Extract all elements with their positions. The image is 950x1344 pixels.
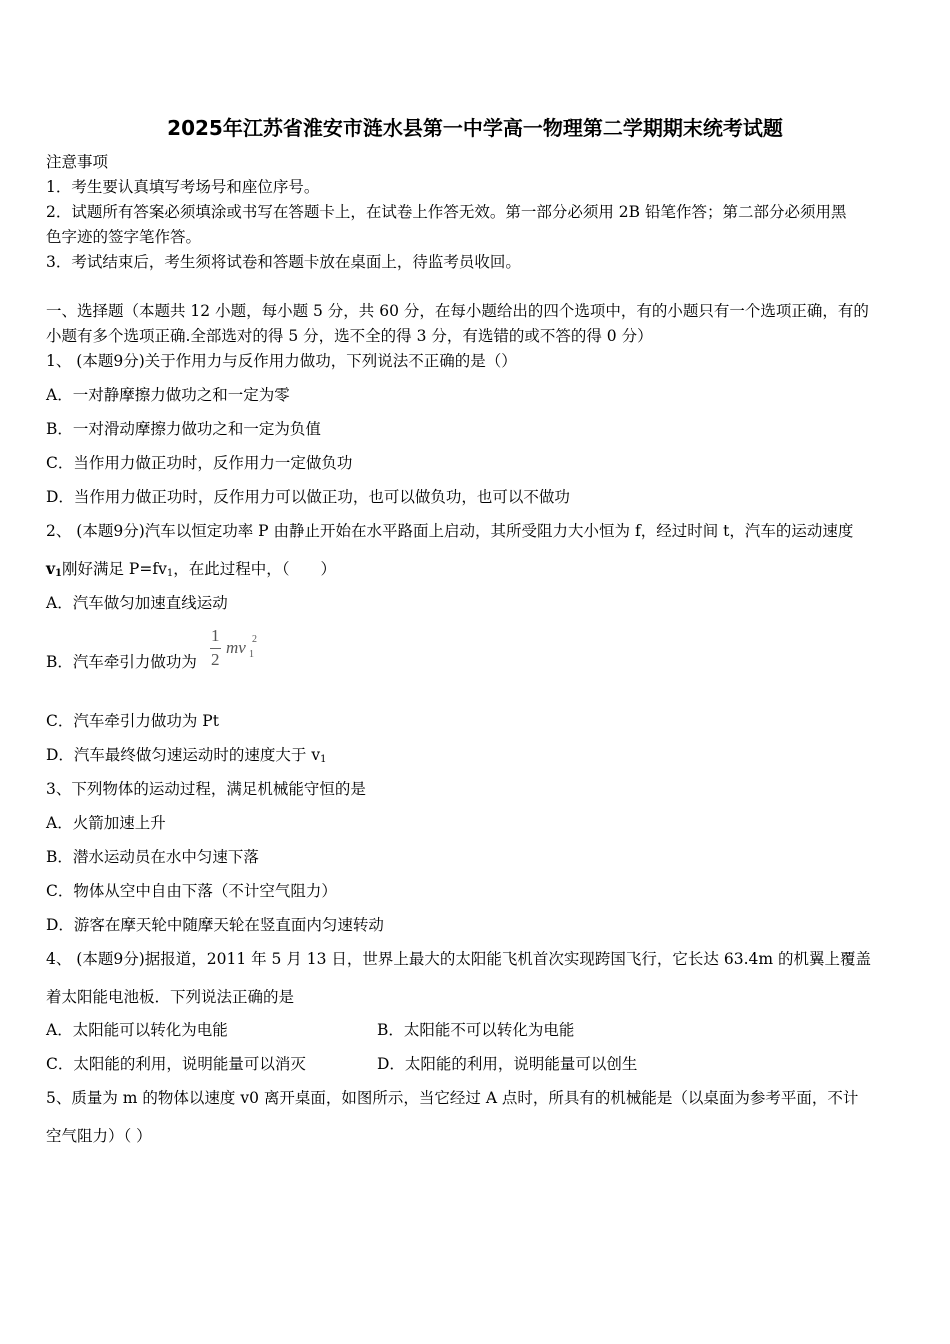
notice-item: 色字迹的签字笔作答。 <box>46 228 202 246</box>
stem-text: ，在此过程中，（ ） <box>173 560 336 578</box>
question-2-option-a: A．汽车做匀加速直线运动 <box>46 594 228 612</box>
question-1-option-d: D．当作用力做正功时，反作用力可以做正功，也可以做负功，也可以不做功 <box>46 488 570 506</box>
kinetic-energy-formula <box>209 626 269 674</box>
fraction-bar <box>210 648 221 649</box>
question-2-option-d <box>46 745 327 770</box>
question-5-stem-cont: 空气阻力）（ ） <box>46 1127 152 1145</box>
question-1-stem: 1、 (本题9分)关于作用力与反作用力做功，下列说法不正确的是（） <box>46 352 517 370</box>
question-1-option-a: A．一对静摩擦力做功之和一定为零 <box>46 386 290 404</box>
notice-item: 1．考生要认真填写考场号和座位序号。 <box>46 178 320 196</box>
velocity-symbol: v <box>46 559 56 578</box>
notice-item: 2．试题所有答案必须填涂或书写在答题卡上，在试卷上作答无效。第一部分必须用 2B 铅笔作答；第二部分必须用黑 <box>46 203 847 221</box>
question-4-option-c: C．太阳能的利用，说明能量可以消灭 <box>46 1055 306 1073</box>
question-4-stem-cont: 着太阳能电池板．下列说法正确的是 <box>46 988 295 1006</box>
question-2-option-c: C．汽车牵引力做功为 Pt <box>46 712 219 730</box>
fraction-denominator: 2 <box>211 650 220 669</box>
question-3-option-d: D．游客在摩天轮中随摩天轮在竖直面内匀速转动 <box>46 916 384 934</box>
subscript: 1 <box>166 568 174 579</box>
formula-body: mv <box>226 638 246 657</box>
question-4-stem: 4、 (本题9分)据报道，2011 年 5 月 13 日，世界上最大的太阳能飞机首次实现跨国飞行，它长达 63.4m 的机翼上覆盖 <box>46 950 871 968</box>
question-3-option-a: A．火箭加速上升 <box>46 814 166 832</box>
notice-item: 3．考试结束后，考生须将试卷和答题卡放在桌面上，待监考员收回。 <box>46 253 521 271</box>
section-heading: 一、选择题（本题共 12 小题，每小题 5 分，共 60 分，在每小题给出的四个选项中，有的小题只有一个选项正确，有的 <box>46 302 869 320</box>
section-heading-cont: 小题有多个选项正确.全部选对的得 5 分，选不全的得 3 分，有选错的或不答的得 0 分） <box>46 327 653 345</box>
page-title: 2025年江苏省淮安市涟水县第一中学高一物理第二学期期末统考试题 <box>167 116 783 140</box>
subscript: 1 <box>320 754 327 765</box>
question-3-stem: 3、下列物体的运动过程，满足机械能守恒的是 <box>46 780 366 798</box>
formula-superscript: 2 <box>252 634 257 645</box>
question-1-option-c: C．当作用力做正功时，反作用力一定做负功 <box>46 454 353 472</box>
question-2-stem-cont <box>46 559 336 584</box>
question-2-stem: 2、 (本题9分)汽车以恒定功率 P 由静止开始在水平路面上启动，其所受阻力大小恒为 f，经过时间 t，汽车的运动速度 <box>46 522 854 540</box>
notice-heading: 注意事项 <box>46 153 109 171</box>
question-4-option-d: D．太阳能的利用，说明能量可以创生 <box>377 1055 638 1073</box>
subscript: 1 <box>55 568 62 579</box>
formula-subscript: 1 <box>249 649 254 660</box>
question-3-option-b: B．潜水运动员在水中匀速下落 <box>46 848 259 866</box>
option-text: D．汽车最终做匀速运动时的速度大于 v <box>46 746 321 764</box>
stem-text: 刚好满足 P=fv <box>61 560 167 578</box>
question-5-stem: 5、质量为 m 的物体以速度 v0 离开桌面，如图所示，当它经过 A 点时，所具有的机械能是（以桌面为参考平面，不计 <box>46 1089 859 1107</box>
question-1-option-b: B．一对滑动摩擦力做功之和一定为负值 <box>46 420 321 438</box>
question-4-option-a: A．太阳能可以转化为电能 <box>46 1021 228 1039</box>
fraction-numerator: 1 <box>211 626 220 645</box>
question-2-option-b: B．汽车牵引力做功为 <box>46 653 197 671</box>
question-4-option-b: B．太阳能不可以转化为电能 <box>377 1021 575 1039</box>
question-3-option-c: C．物体从空中自由下落（不计空气阻力） <box>46 882 337 900</box>
